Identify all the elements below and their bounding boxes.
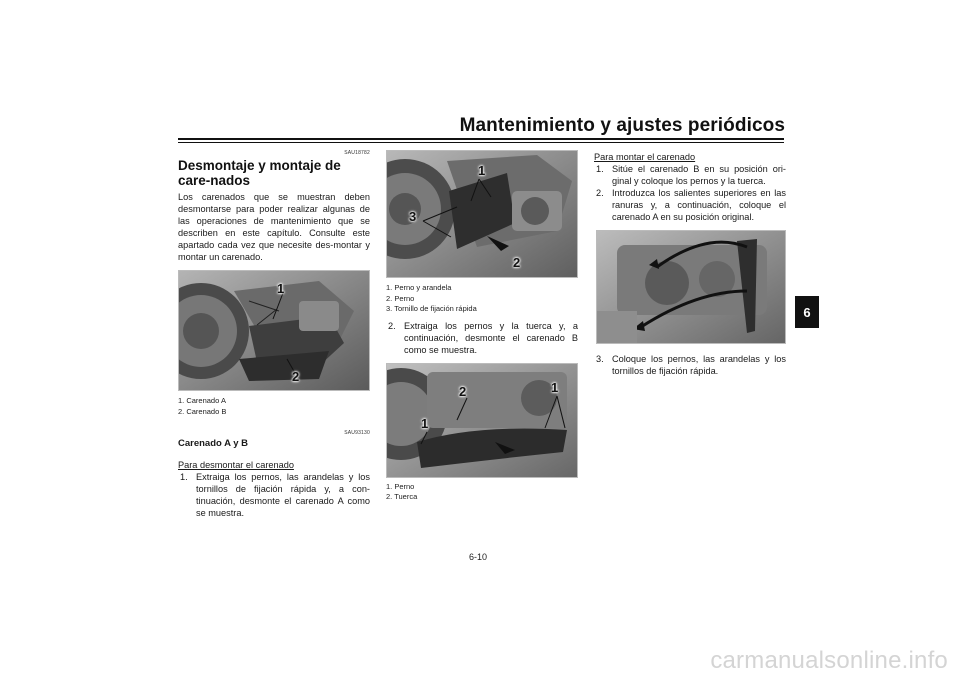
callout-3: 3 [409,209,417,224]
callout-1: 1 [551,379,559,395]
column-2 [386,150,578,503]
callout-2: 2 [292,369,300,384]
figure-caption: 1. Perno 2. Tuerca [386,481,418,501]
intro-paragraph: Los carenados que se muestran deben desmontarse para poder realizar algunas de las operaciones de mantenimiento que se describen en este capítulo. Consulte este apartado cada vez que necesite des-montar y montar un carenado. [178,192,370,262]
figure-fairings-ab [178,270,370,391]
callout-1: 1 [478,163,486,178]
page-title: Mantenimiento y ajustes periódicos [459,115,785,136]
page-number: 6-10 [469,552,488,562]
subsection-title: Carenado A y B [178,438,249,449]
header-rule [178,138,784,140]
chapter-tab[interactable]: 6 [795,296,819,328]
callout-2: 2 [459,383,467,399]
remove-step-2: 2. Extraiga los pernos y la tuerca y, a continuación, desmonte el carenado B como se muestra. [388,320,578,355]
section-code: SAU93130 [344,430,370,436]
column-1 [178,150,370,519]
figure-fairing-install [596,230,786,344]
callout-2: 2 [513,255,521,270]
install-step-1: 1. Sitúe el carenado B en su posición ori-ginal y coloque los pernos y la tuerca. [596,164,786,186]
install-heading: Para montar el carenado [594,152,696,162]
header-rule-thin [178,142,784,143]
section-title: Desmontaje y montaje de care-nados [178,158,341,188]
remove-heading: Para desmontar el carenado [178,460,294,470]
install-step-3: 3. Coloque los pernos, las arandelas y los tornillos de fijación rápida. [596,354,786,376]
motorcycle-illustration [597,231,786,344]
motorcycle-illustration [387,364,578,478]
figure-caption: 1. Perno y arandela 2. Perno 3. Tornillo de fijación rápida [386,283,477,313]
install-step-2: 2. Introduzca los salientes superiores en las ranuras y, a continuación, coloque el carenado A en su posición original. [596,188,786,222]
figure-fairing-b-removal [386,363,578,478]
callout-1: 1 [421,415,429,431]
figure-fairing-a-removal [386,150,578,278]
figure-caption: 1. Carenado A 2. Carenado B [178,396,227,416]
remove-step-1: 1. Extraiga los pernos, las arandelas y los tornillos de fijación rápida y, a con-tinuación, desmonte el carenado A como se muestra. [180,472,370,518]
motorcycle-illustration [179,271,370,391]
column-3 [594,151,786,377]
section-code: SAU18782 [344,150,370,156]
callout-1: 1 [277,281,285,296]
watermark: carmanualsonline.info [710,647,948,674]
